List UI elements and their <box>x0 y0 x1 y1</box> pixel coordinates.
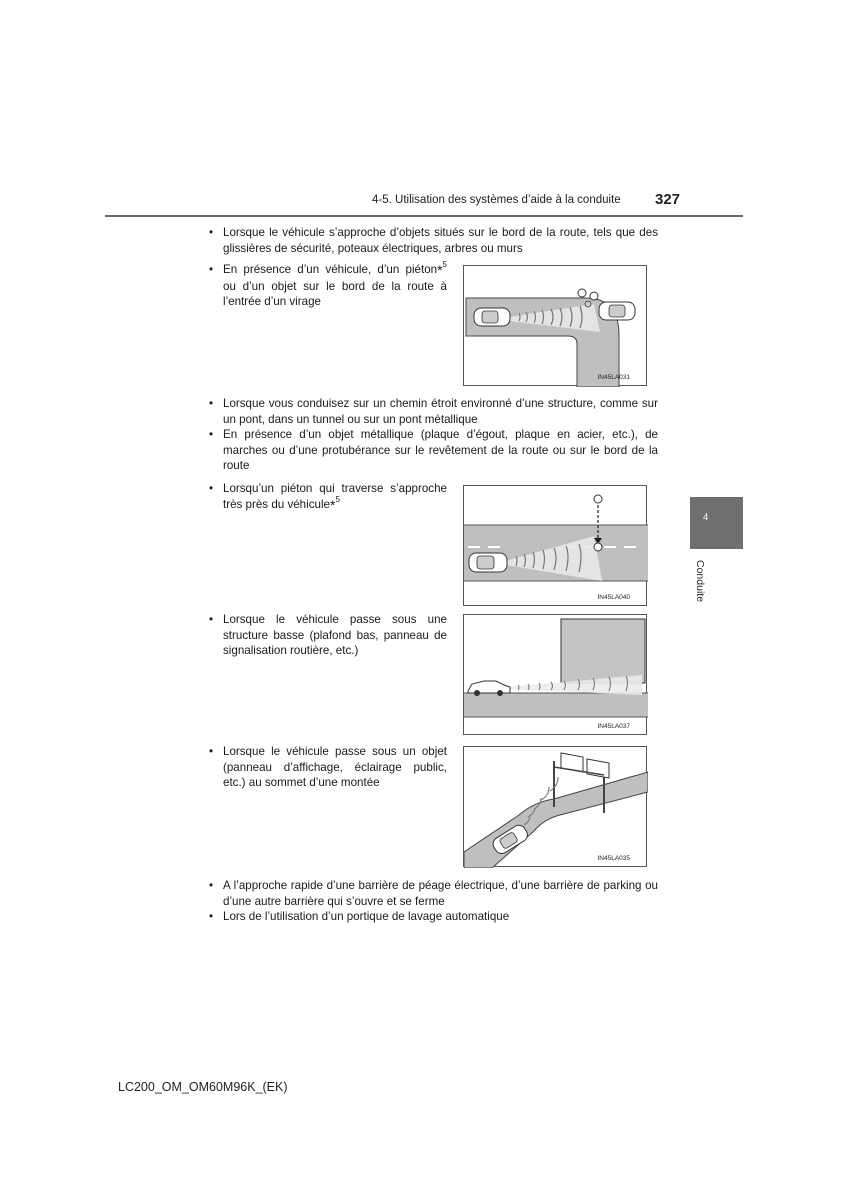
bullet-text-part: ou d’un objet sur le bord de la route à l’entrée d’un virage <box>223 279 447 309</box>
figure-low-structure <box>463 614 647 735</box>
chapter-label: Conduite <box>694 560 706 603</box>
figure-pedestrian-crossing <box>463 485 647 606</box>
bullet-dot: • <box>209 428 214 441</box>
bullet-dot: • <box>209 613 214 626</box>
bullet-dot: • <box>209 397 214 410</box>
pedestrian-crossing-illustration <box>464 486 648 607</box>
bullet-item <box>209 744 447 791</box>
section-title: 4-5. Utilisation des systèmes d’aide à la conduite <box>372 194 621 206</box>
bullet-item <box>209 396 658 427</box>
footnote-star: * <box>329 496 336 513</box>
bullet-text <box>223 262 447 310</box>
figure-code: IN45LA035 <box>597 855 630 862</box>
page-number: 327 <box>655 191 681 208</box>
chapter-tab <box>690 497 743 549</box>
bullet-item <box>209 481 447 513</box>
figure-hill-crest <box>463 746 647 867</box>
figure-code: IN45LA037 <box>597 723 630 730</box>
bullet-item <box>209 612 447 659</box>
bullet-dot: • <box>209 910 214 923</box>
hill-crest-illustration <box>464 747 648 868</box>
bullet-item <box>209 225 658 256</box>
bullet-dot: • <box>209 745 214 758</box>
curve-road-illustration <box>464 266 648 387</box>
bullet-item <box>209 878 658 909</box>
bullet-dot: • <box>209 226 214 239</box>
document-code: LC200_OM_OM60M96K_(EK) <box>118 1080 288 1094</box>
bullet-dot: • <box>209 879 214 892</box>
bullet-item <box>209 427 658 474</box>
bullet-item <box>209 262 447 310</box>
bullet-dot: • <box>209 263 214 276</box>
bullet-item <box>209 909 658 925</box>
bullet-text <box>223 481 447 513</box>
bullet-text: Lorsque vous conduisez sur un chemin étroit environné d’une structure, comme sur un pont, dans un tunnel ou sur un pont métallique <box>223 397 658 426</box>
bullet-text-part: En présence d’un véhicule, d’un piéton <box>223 263 438 276</box>
bullet-text: Lorsque le véhicule s’approche d’objets situés sur le bord de la route, tels que des glissières de sécurité, poteaux électriques, arbres ou murs <box>223 226 658 255</box>
low-structure-illustration <box>464 615 648 736</box>
chapter-number: 4 <box>703 512 709 523</box>
footnote-number: 5 <box>335 494 340 504</box>
header-rule <box>105 215 743 217</box>
figure-code: IN45LA040 <box>597 594 630 601</box>
figure-curve-road <box>463 265 647 386</box>
figure-code: IN45LA031 <box>597 374 630 381</box>
bullet-text: Lorsque le véhicule passe sous un objet (panneau d’affichage, éclairage public, etc.) au sommet d’une montée <box>223 745 447 790</box>
bullet-text: A l’approche rapide d’une barrière de péage électrique, d’une barrière de parking ou d’une autre barrière qui s’ouvre et se ferme <box>223 879 658 908</box>
bullet-text-part: Lorsqu’un piéton qui traverse s’approche très près du véhicule <box>223 482 447 511</box>
chapter-label-wrap <box>694 560 714 620</box>
footnote-number: 5 <box>442 260 447 269</box>
bullet-dot: • <box>209 482 214 495</box>
footnote-star: * <box>437 262 443 278</box>
bullet-text: Lorsque le véhicule passe sous une structure basse (plafond bas, panneau de signalisation routière, etc.) <box>223 613 447 658</box>
bullet-text: En présence d’un objet métallique (plaque d’égout, plaque en acier, etc.), de marches ou d’une protubérance sur le revêtement de la route ou sur le bord de la route <box>223 428 658 473</box>
bullet-text: Lors de l’utilisation d’un portique de lavage automatique <box>223 910 510 923</box>
